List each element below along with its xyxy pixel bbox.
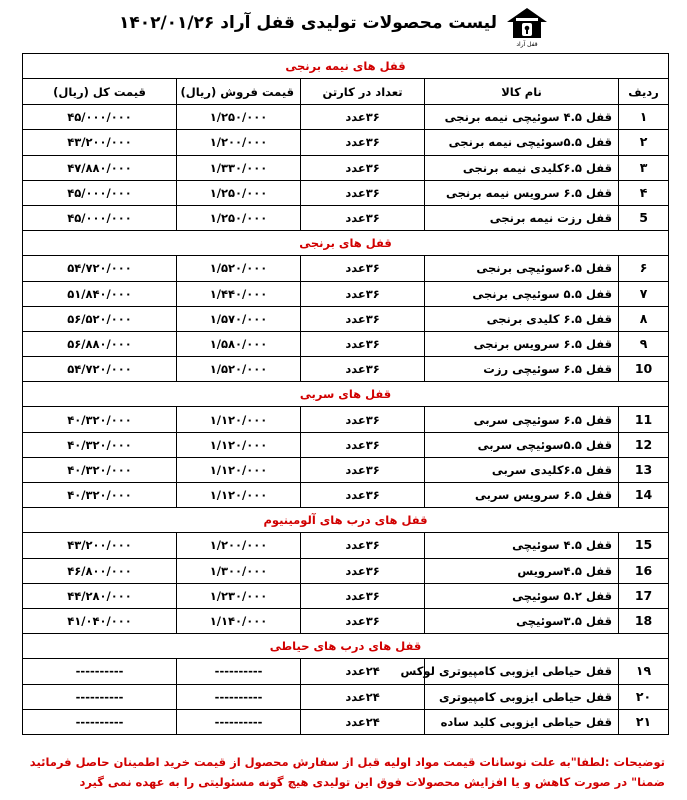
total-price: ۵۶/۸۸۰/۰۰۰ bbox=[23, 331, 177, 356]
table-row bbox=[23, 256, 669, 281]
sale-price: ۱/۲۳۰/۰۰۰ bbox=[177, 583, 301, 608]
section-header-row bbox=[23, 54, 669, 79]
total-price: ---------- bbox=[23, 659, 177, 684]
price-list-table bbox=[22, 53, 669, 735]
quantity-per-carton: ۲۴عدد bbox=[301, 659, 425, 684]
product-name: قفل ۶.۵ سرویس نیمه برنجی bbox=[425, 180, 619, 205]
row-index: 5 bbox=[619, 205, 669, 230]
product-name: قفل ۵.۲ سوئیچی bbox=[425, 583, 619, 608]
product-name: قفل ۴.۵ سوئیچی bbox=[425, 533, 619, 558]
product-name: قفل ۴.۵سرویس bbox=[425, 558, 619, 583]
table-row bbox=[23, 608, 669, 633]
sale-price: ---------- bbox=[177, 709, 301, 734]
notes-line-2: ضمنا" در صورت کاهش و یا افزایش محصولات فوق این تولیدی هیچ گونه مسئولیتی را به عهده نمی گیرد bbox=[79, 775, 665, 789]
row-index: ۳ bbox=[619, 155, 669, 180]
quantity-per-carton: ۳۶عدد bbox=[301, 432, 425, 457]
row-index: ۴ bbox=[619, 180, 669, 205]
table-row bbox=[23, 105, 669, 130]
quantity-per-carton: ۳۶عدد bbox=[301, 306, 425, 331]
product-name: قفل ۵.۵ سوئیچی برنجی bbox=[425, 281, 619, 306]
section-title: قفل های برنجی bbox=[23, 231, 669, 256]
total-price: ۴۵/۰۰۰/۰۰۰ bbox=[23, 205, 177, 230]
quantity-per-carton: ۳۶عدد bbox=[301, 558, 425, 583]
product-name: قفل ۴.۵ سوئیچی نیمه برنجی bbox=[425, 105, 619, 130]
quantity-per-carton: ۲۴عدد bbox=[301, 684, 425, 709]
row-index: ۱ bbox=[619, 105, 669, 130]
notes bbox=[19, 752, 665, 792]
row-index: 10 bbox=[619, 357, 669, 382]
table-row bbox=[23, 684, 669, 709]
sale-price: ۱/۱۴۰/۰۰۰ bbox=[177, 608, 301, 633]
row-index: ۸ bbox=[619, 306, 669, 331]
row-index: ۲ bbox=[619, 130, 669, 155]
row-index: 17 bbox=[619, 583, 669, 608]
total-price: ۴۶/۸۰۰/۰۰۰ bbox=[23, 558, 177, 583]
total-price: ۵۴/۷۲۰/۰۰۰ bbox=[23, 357, 177, 382]
sale-price: ۱/۴۴۰/۰۰۰ bbox=[177, 281, 301, 306]
quantity-per-carton: ۳۶عدد bbox=[301, 357, 425, 382]
quantity-per-carton: ۳۶عدد bbox=[301, 483, 425, 508]
section-title: قفل های درب های آلومینیوم bbox=[23, 508, 669, 533]
quantity-per-carton: ۳۶عدد bbox=[301, 583, 425, 608]
section-title: قفل های سربی bbox=[23, 382, 669, 407]
page-title: لیست محصولات تولیدی قفل آراد ۱۴۰۲/۰۱/۲۶ bbox=[118, 13, 497, 33]
sale-price: ---------- bbox=[177, 684, 301, 709]
quantity-per-carton: ۳۶عدد bbox=[301, 105, 425, 130]
sale-price: ۱/۲۵۰/۰۰۰ bbox=[177, 205, 301, 230]
quantity-per-carton: ۳۶عدد bbox=[301, 457, 425, 482]
total-price: ۴۳/۲۰۰/۰۰۰ bbox=[23, 130, 177, 155]
row-index: ۱۹ bbox=[619, 659, 669, 684]
quantity-per-carton: ۲۴عدد bbox=[301, 709, 425, 734]
product-name: قفل ۶.۵ کلیدی برنجی bbox=[425, 306, 619, 331]
table-row bbox=[23, 331, 669, 356]
total-price: ---------- bbox=[23, 709, 177, 734]
column-header-name: نام کالا bbox=[425, 79, 619, 105]
product-name: قفل ۶.۵ سرویس برنجی bbox=[425, 331, 619, 356]
table-row bbox=[23, 709, 669, 734]
quantity-per-carton: ۳۶عدد bbox=[301, 331, 425, 356]
table-row bbox=[23, 457, 669, 482]
product-name: قفل ۶.۵کلیدی نیمه برنجی bbox=[425, 155, 619, 180]
quantity-per-carton: ۳۶عدد bbox=[301, 533, 425, 558]
section-header-row bbox=[23, 382, 669, 407]
table-row bbox=[23, 583, 669, 608]
product-name: قفل ۳.۵سوئیچی bbox=[425, 608, 619, 633]
sale-price: ۱/۱۲۰/۰۰۰ bbox=[177, 483, 301, 508]
product-name: قفل ۵.۵سوئیچی سربی bbox=[425, 432, 619, 457]
total-price: ۴۱/۰۴۰/۰۰۰ bbox=[23, 608, 177, 633]
quantity-per-carton: ۳۶عدد bbox=[301, 180, 425, 205]
total-price: ۴۷/۸۸۰/۰۰۰ bbox=[23, 155, 177, 180]
column-header-qty: تعداد در کارتن bbox=[301, 79, 425, 105]
product-name: قفل ۵.۵سوئیچی نیمه برنجی bbox=[425, 130, 619, 155]
table-row bbox=[23, 533, 669, 558]
table-row bbox=[23, 155, 669, 180]
product-name: قفل ۶.۵ سرویس سربی bbox=[425, 483, 619, 508]
row-index: 16 bbox=[619, 558, 669, 583]
sale-price: ۱/۱۲۰/۰۰۰ bbox=[177, 432, 301, 457]
column-header-total-price: قیمت کل (ریال) bbox=[23, 79, 177, 105]
row-index: ۶ bbox=[619, 256, 669, 281]
sale-price: ۱/۵۲۰/۰۰۰ bbox=[177, 256, 301, 281]
quantity-per-carton: ۳۶عدد bbox=[301, 256, 425, 281]
sale-price: ۱/۲۰۰/۰۰۰ bbox=[177, 533, 301, 558]
product-name: قفل حیاطی ایزوبی کامپیوتری bbox=[425, 684, 619, 709]
row-index: ۲۱ bbox=[619, 709, 669, 734]
total-price: ۴۴/۲۸۰/۰۰۰ bbox=[23, 583, 177, 608]
table-row bbox=[23, 483, 669, 508]
row-index: ۲۰ bbox=[619, 684, 669, 709]
product-name: قفل ۶.۵سوئیچی برنجی bbox=[425, 256, 619, 281]
product-name: قفل ۶.۵کلیدی سربی bbox=[425, 457, 619, 482]
total-price: ۴۰/۳۲۰/۰۰۰ bbox=[23, 432, 177, 457]
notes-line-1: توضیحات :لطفا"به علت نوسانات قیمت مواد اولیه قبل از سفارش محصول از قیمت خرید اطمینان حاصل فرمائید bbox=[29, 755, 665, 769]
total-price: ---------- bbox=[23, 684, 177, 709]
table-row bbox=[23, 306, 669, 331]
sale-price: ۱/۱۲۰/۰۰۰ bbox=[177, 407, 301, 432]
column-header-index: ردیف bbox=[619, 79, 669, 105]
table-row bbox=[23, 180, 669, 205]
sale-price: ۱/۵۸۰/۰۰۰ bbox=[177, 331, 301, 356]
total-price: ۴۳/۲۰۰/۰۰۰ bbox=[23, 533, 177, 558]
product-name: قفل رزت نیمه برنجی bbox=[425, 205, 619, 230]
row-index: 11 bbox=[619, 407, 669, 432]
row-index: ۷ bbox=[619, 281, 669, 306]
row-index: 14 bbox=[619, 483, 669, 508]
logo-text: قفل آراد bbox=[516, 41, 538, 48]
sale-price: ۱/۳۳۰/۰۰۰ bbox=[177, 155, 301, 180]
row-index: 13 bbox=[619, 457, 669, 482]
total-price: ۴۵/۰۰۰/۰۰۰ bbox=[23, 180, 177, 205]
table-row bbox=[23, 281, 669, 306]
section-title: قفل های درب های حیاطی bbox=[23, 634, 669, 659]
section-header-row bbox=[23, 508, 669, 533]
row-index: 12 bbox=[619, 432, 669, 457]
product-name: قفل حیاطی ایزوبی کامپیوتری لوکس bbox=[425, 659, 619, 684]
quantity-per-carton: ۳۶عدد bbox=[301, 130, 425, 155]
quantity-per-carton: ۳۶عدد bbox=[301, 407, 425, 432]
table-row bbox=[23, 558, 669, 583]
sale-price: ۱/۵۷۰/۰۰۰ bbox=[177, 306, 301, 331]
sale-price: ---------- bbox=[177, 659, 301, 684]
sale-price: ۱/۲۵۰/۰۰۰ bbox=[177, 180, 301, 205]
total-price: ۴۰/۳۲۰/۰۰۰ bbox=[23, 483, 177, 508]
quantity-per-carton: ۳۶عدد bbox=[301, 281, 425, 306]
quantity-per-carton: ۳۶عدد bbox=[301, 155, 425, 180]
table-row bbox=[23, 407, 669, 432]
table-row bbox=[23, 432, 669, 457]
column-header-sale-price: قیمت فروش (ریال) bbox=[177, 79, 301, 105]
row-index: ۹ bbox=[619, 331, 669, 356]
section-header-row bbox=[23, 634, 669, 659]
total-price: ۵۶/۵۲۰/۰۰۰ bbox=[23, 306, 177, 331]
arad-lock-logo-icon bbox=[505, 6, 549, 48]
table-row bbox=[23, 659, 669, 684]
sale-price: ۱/۱۲۰/۰۰۰ bbox=[177, 457, 301, 482]
sale-price: ۱/۲۰۰/۰۰۰ bbox=[177, 130, 301, 155]
total-price: ۵۱/۸۴۰/۰۰۰ bbox=[23, 281, 177, 306]
product-name: قفل حیاطی ایزوبی کلید ساده bbox=[425, 709, 619, 734]
total-price: ۴۰/۳۲۰/۰۰۰ bbox=[23, 457, 177, 482]
table-row bbox=[23, 357, 669, 382]
quantity-per-carton: ۳۶عدد bbox=[301, 205, 425, 230]
sale-price: ۱/۳۰۰/۰۰۰ bbox=[177, 558, 301, 583]
table-row bbox=[23, 205, 669, 230]
section-title: قفل های نیمه برنجی bbox=[23, 54, 669, 79]
total-price: ۵۴/۷۲۰/۰۰۰ bbox=[23, 256, 177, 281]
sale-price: ۱/۲۵۰/۰۰۰ bbox=[177, 105, 301, 130]
row-index: 15 bbox=[619, 533, 669, 558]
document-header bbox=[0, 0, 687, 52]
total-price: ۴۵/۰۰۰/۰۰۰ bbox=[23, 105, 177, 130]
product-name: قفل ۶.۵ سوئیچی سربی bbox=[425, 407, 619, 432]
sale-price: ۱/۵۲۰/۰۰۰ bbox=[177, 357, 301, 382]
section-header-row bbox=[23, 231, 669, 256]
total-price: ۴۰/۳۲۰/۰۰۰ bbox=[23, 407, 177, 432]
row-index: 18 bbox=[619, 608, 669, 633]
product-name: قفل ۶.۵ سوئیچی رزت bbox=[425, 357, 619, 382]
table-row bbox=[23, 130, 669, 155]
table-header-row bbox=[23, 79, 669, 105]
quantity-per-carton: ۳۶عدد bbox=[301, 608, 425, 633]
